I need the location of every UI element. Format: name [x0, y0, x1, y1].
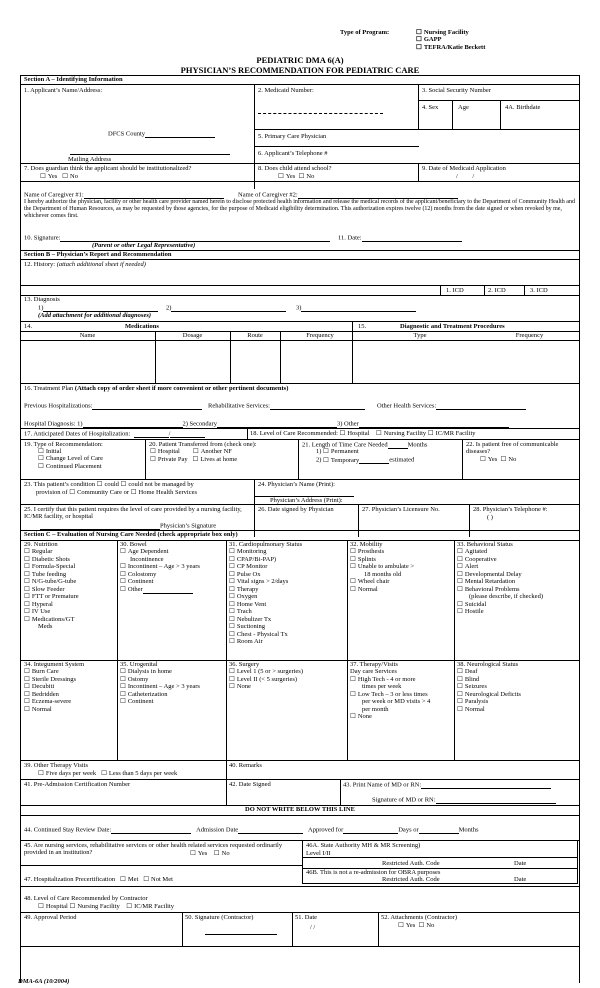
mobility-prosthesis-checkbox[interactable]: ☐ Prosthesis: [350, 548, 414, 555]
loc-icmr-checkbox[interactable]: ☐ IC/MR Facility: [428, 430, 476, 437]
diagnosis-sublabel: (Add attachment for additional diagnoses): [38, 312, 152, 319]
section-a-header: Section A – Identifying Information: [24, 76, 123, 83]
neuro-column: [457, 661, 521, 713]
medications-num: 14.: [24, 323, 33, 330]
length-of-time-label: 21. Length of Time Care Needed Months: [302, 441, 428, 449]
therapy-none-checkbox[interactable]: ☐ None: [350, 713, 430, 720]
nutrition-hyperal-checkbox[interactable]: ☐ Hyperal: [24, 601, 79, 608]
date-label-1: Date: [514, 860, 527, 867]
behavioral-alert-checkbox[interactable]: ☐ Alert: [457, 563, 543, 570]
contractor-loc-options: [38, 903, 174, 910]
bowel-title: 30. Bowel: [120, 541, 147, 548]
applicant-telephone-label: 6. Applicant’s Telephone #: [258, 150, 328, 157]
transfer-label: 20. Patient Transferred from (check one):: [149, 441, 257, 448]
therapy-daycare-label: Day care Services: [350, 668, 397, 676]
physician-name-label: 24. Physician’s Name (Print):: [258, 481, 335, 488]
icd-2-label: 2. ICD: [488, 287, 506, 294]
could-checkbox[interactable]: ☐ could: [97, 481, 119, 488]
birthdate-label: 4A. Birthdate: [505, 104, 541, 111]
cardio-room-air-checkbox[interactable]: ☐ Room Air: [229, 638, 302, 645]
bowel-other-row: [120, 586, 200, 594]
diagnosis-3: 3): [296, 304, 416, 312]
rec-change-checkbox[interactable]: ☐ Change Level of Care: [38, 455, 103, 462]
other-health-services: Other Health Services:: [377, 402, 526, 410]
nutrition-ng-tube-checkbox[interactable]: ☐ N/G-tube/G-tube: [24, 578, 79, 585]
integument-title: 34. Integument System: [24, 661, 85, 668]
neuro-paralysis-checkbox[interactable]: ☐ Paralysis: [457, 698, 521, 705]
continued-stay-row: 44. Continued Stay Review Date: Admission Date Approved for Days or Months: [24, 826, 479, 834]
nutrition-meds-gt-checkbox[interactable]: ☐ Medications/GT: [24, 616, 79, 623]
nutrition-diabetic-checkbox[interactable]: ☐ Diabetic Shots: [24, 556, 79, 563]
behavioral-mr-checkbox[interactable]: ☐ Mental Retardation: [457, 578, 543, 585]
diagnosis-1: 1): [38, 304, 158, 312]
cardio-vital-signs-checkbox[interactable]: ☐ Vital signs > 2/days: [229, 578, 302, 585]
other-therapy-label: 39. Other Therapy Visits: [24, 762, 89, 769]
could-not-checkbox[interactable]: ☐ could not be managed by: [121, 481, 194, 488]
surgery-level2-checkbox[interactable]: ☐ Level II (< 5 surgeries): [229, 676, 303, 683]
mailing-address-label: Mailing Address: [68, 156, 112, 163]
date-label-2: Date: [514, 876, 527, 883]
contractor-hospital-checkbox[interactable]: ☐ Hospital: [38, 903, 68, 910]
cardio-cp-monitor-checkbox[interactable]: ☐ CP Monitor: [229, 563, 302, 570]
rec-continued-checkbox[interactable]: ☐ Continued Placement: [38, 463, 103, 470]
institutionalized-options: [40, 173, 78, 180]
behavioral-hostile-checkbox[interactable]: ☐ Hostile: [457, 608, 543, 615]
med-col-route: Route: [247, 332, 263, 339]
five-days-checkbox[interactable]: ☐ Five days per week: [38, 770, 96, 777]
nutrition-iv-checkbox[interactable]: ☐ IV Use: [24, 608, 79, 615]
recommendation-type-label: 19. Type of Recommendation:: [24, 441, 103, 448]
state-authority-label: 46A. State Authority MH & MR Screening): [306, 842, 421, 849]
age-label: Age: [458, 104, 469, 111]
nutrition-ftt-checkbox[interactable]: ☐ FTT or Premature: [24, 593, 79, 600]
form-title: PEDIATRIC DMA 6(A): [256, 55, 344, 65]
cardio-column: [229, 541, 302, 646]
therapy-low-tech-cont2: per month: [362, 705, 389, 713]
urogenital-incontinent-checkbox[interactable]: ☐ Incontinent – Age > 3 years: [120, 683, 200, 690]
behavioral-describe-cont: (please describe, if checked): [469, 593, 543, 601]
nutrition-formula-checkbox[interactable]: ☐ Formula-Special: [24, 563, 79, 570]
neuro-deaf-checkbox[interactable]: ☐ Deaf: [457, 668, 521, 675]
transfer-row1: [150, 448, 232, 455]
integument-sterile-checkbox[interactable]: ☐ Sterile Dressings: [24, 676, 84, 683]
school-question: 8. Does child attend school?: [258, 165, 332, 172]
institution-no-checkbox[interactable]: ☐ No: [214, 850, 230, 857]
program-options: [416, 29, 485, 51]
certify-text: 25. I certify that this patient requires the level of care provided by a nursing facility, IC/MR facility, or hospital: [24, 506, 242, 521]
readmission-label: 46B. This is not a re-admission for OBRA purposes: [306, 869, 441, 876]
nutrition-slow-feeder-checkbox[interactable]: ☐ Slow Feeder: [24, 586, 79, 593]
med-col-name: Name: [79, 332, 96, 339]
surgery-none-checkbox[interactable]: ☐ None: [229, 683, 303, 690]
restricted-code-label-2: Restricted Auth. Code: [382, 876, 440, 883]
community-care-checkbox[interactable]: ☐ Community Care or: [69, 489, 129, 496]
applicant-name-label: 1. Applicant’s Name/Address:: [24, 87, 103, 94]
program-gapp-checkbox[interactable]: ☐ GAPP: [416, 36, 485, 43]
cardio-monitoring-checkbox[interactable]: ☐ Monitoring: [229, 548, 302, 555]
footer-form-number: DMA-6A (10/2004): [18, 978, 70, 985]
cardio-therapy-checkbox[interactable]: ☐ Therapy: [229, 586, 302, 593]
urogenital-title: 35. Urogenital: [120, 661, 158, 668]
institution-options: [190, 850, 230, 857]
precert-met-checkbox[interactable]: ☐ Met: [120, 876, 138, 883]
bowel-age-dependent-checkbox[interactable]: ☐ Age Dependent: [120, 548, 200, 555]
therapy-low-tech-checkbox[interactable]: ☐ Low Tech – 3 or less times: [350, 691, 430, 698]
physician-signature-label: Physician’s Signature: [40, 522, 216, 530]
school-no-checkbox[interactable]: ☐ No: [299, 173, 315, 180]
mobility-unable-checkbox[interactable]: ☐ Unable to ambulate >: [350, 563, 414, 570]
diag-col-frequency: Frequency: [515, 332, 544, 339]
licensure-label: 27. Physician’s Licensure No.: [362, 506, 440, 513]
dfcs-county-label: DFCS County: [108, 130, 215, 138]
physician-telephone-label: 28. Physician’s Telephone #:: [473, 506, 548, 513]
authorization-text: I hereby authorize the physician, facility or other health care provider named herein to disclose protected health information and release the medical records of the applicant/beneficiary to the Department of Community Health and the Department of Human Resources, as may be requested by those agencies, for the purpose of Medicaid eligibility determination. This authorization expires twelve (12) months from the date signed or when revoked by me, whichever comes first.: [24, 199, 575, 219]
institution-yes-checkbox[interactable]: ☐ Yes: [190, 850, 207, 857]
restricted-code-label-1: Restricted Auth. Code: [382, 860, 440, 867]
precert-row: 47. Hospitalization Precertification ☐ Met ☐ Not Met: [24, 876, 173, 883]
rehabilitative-services: Rehabilitative Services:: [208, 402, 365, 410]
neuro-deficits-checkbox[interactable]: ☐ Neurological Deficits: [457, 691, 521, 698]
nutrition-meds-cont: Meds: [38, 623, 53, 631]
physician-address-label: Physician’s Address (Print):: [270, 497, 343, 504]
bowel-continent-checkbox[interactable]: ☐ Continent: [120, 578, 200, 585]
permanent-checkbox[interactable]: ☐ Permanent: [323, 448, 359, 455]
temporary-checkbox[interactable]: ☐ Temporary: [323, 457, 359, 464]
neuro-normal-checkbox[interactable]: ☐ Normal: [457, 706, 521, 713]
bowel-incontinent-checkbox[interactable]: ☐ Incontinent – Age > 3 years: [120, 563, 200, 570]
cardio-home-vent-checkbox[interactable]: ☐ Home Vent: [229, 601, 302, 608]
surgery-title: 36. Surgery: [229, 661, 260, 668]
contractor-date-label: 51. Date: [295, 914, 318, 921]
diagnosis-label: 13. Diagnosis: [24, 296, 60, 303]
cardio-suctioning-checkbox[interactable]: ☐ Suctioning: [229, 623, 302, 630]
communicable-yes-checkbox[interactable]: ☐ Yes: [480, 456, 497, 463]
urogenital-column: [120, 661, 200, 706]
therapy-column: [350, 661, 430, 721]
medications-header: Medications: [125, 323, 159, 330]
transfer-hospital-checkbox[interactable]: ☐ Hospital: [150, 448, 180, 455]
transfer-another-nf-checkbox[interactable]: ☐ Another NF: [193, 448, 232, 455]
behavioral-problems-checkbox[interactable]: ☐ Behavioral Problems: [457, 586, 543, 593]
date-slashes: / /: [456, 173, 475, 180]
cardio-oxygen-checkbox[interactable]: ☐ Oxygen: [229, 593, 302, 600]
neuro-title: 38. Neurological Status: [457, 661, 519, 668]
attachments-options: [398, 922, 434, 929]
medicaid-number-label: 2. Medicaid Number:: [258, 87, 314, 94]
behavioral-title: 33. Behavioral Status: [457, 541, 513, 548]
contractor-signature-label: 50. Signature (Contractor): [185, 914, 254, 921]
integument-column: [24, 661, 84, 713]
mobility-normal-checkbox[interactable]: ☐ Normal: [350, 586, 414, 593]
home-health-checkbox[interactable]: ☐ Home Health Services: [131, 489, 197, 496]
behavioral-agitated-checkbox[interactable]: ☐ Agitated: [457, 548, 543, 555]
less-five-days-checkbox[interactable]: ☐ Less than 5 days per week: [101, 770, 177, 777]
diagnosis-2: 2): [166, 304, 286, 312]
institution-question: 45. Are nursing services, rehabilitative services or other health related services requested ordinarily provided in an institution?: [24, 842, 283, 857]
loc-hospital-checkbox[interactable]: ☐ Hospital: [340, 430, 370, 437]
neuro-blind-checkbox[interactable]: ☐ Blind: [457, 676, 521, 683]
communicable-options: [480, 456, 516, 463]
therapy-high-tech-checkbox[interactable]: ☐ High Tech - 4 or more: [350, 676, 430, 683]
nutrition-column: [24, 541, 79, 631]
signature-sublabel: (Parent or other Legal Representative): [92, 242, 196, 249]
recommendation-options: [38, 448, 103, 470]
urogenital-ostomy-checkbox[interactable]: ☐ Ostomy: [120, 676, 200, 683]
diag-col-type: Type: [413, 332, 427, 339]
other-therapy-options: [38, 770, 177, 777]
integument-bedridden-checkbox[interactable]: ☐ Bedridden: [24, 691, 84, 698]
institutionalized-question: 7. Does guardian think the applicant should be institutionalized?: [24, 165, 192, 172]
med-col-frequency: Frequency: [306, 332, 334, 339]
neuro-seizures-checkbox[interactable]: ☐ Seizures: [457, 683, 521, 690]
program-tefra-checkbox[interactable]: ☐ TEFRA/Katie Beckett: [416, 44, 485, 51]
mobility-wheelchair-checkbox[interactable]: ☐ Wheel chair: [350, 578, 414, 585]
contractor-icmr-checkbox[interactable]: ☐ IC/MR Facility: [126, 903, 174, 910]
loc-nursing-facility-checkbox[interactable]: ☐ Nursing Facility: [376, 430, 426, 437]
cardio-chest-pt-checkbox[interactable]: ☐ Chest - Physical Tx: [229, 631, 302, 638]
integument-eczema-checkbox[interactable]: ☐ Eczema-severe: [24, 698, 84, 705]
transfer-private-pay-checkbox[interactable]: ☐ Private Pay: [150, 456, 188, 463]
transfer-lives-home-checkbox[interactable]: ☐ Lives at home: [193, 456, 238, 463]
urogenital-catheter-checkbox[interactable]: ☐ Catheterization: [120, 691, 200, 698]
bowel-colostomy-checkbox[interactable]: ☐ Colostomy: [120, 571, 200, 578]
attachments-no-checkbox[interactable]: ☐ No: [419, 922, 435, 929]
behavioral-suicidal-checkbox[interactable]: ☐ Suicidal: [457, 601, 543, 608]
previous-hospitalizations: Previous Hospitalizations:: [24, 402, 202, 410]
signature-label: 10. Signature:: [24, 234, 330, 242]
icd-3-label: 3. ICD: [530, 287, 548, 294]
therapy-low-tech-cont: per week or MD visits > 4: [362, 698, 431, 706]
surgery-column: [229, 661, 303, 691]
nutrition-title: 29. Nutrition: [24, 541, 58, 548]
cardio-pulse-ox-checkbox[interactable]: ☐ Pulse Ox: [229, 571, 302, 578]
bowel-incontinence-cont: Incontinence: [130, 555, 164, 563]
mobility-column: [350, 541, 414, 593]
behavioral-cooperative-checkbox[interactable]: ☐ Cooperative: [457, 556, 543, 563]
mobility-months-cont: 18 months old: [364, 570, 402, 578]
communicable-no-checkbox[interactable]: ☐ No: [501, 456, 517, 463]
cardio-nebulizer-checkbox[interactable]: ☐ Nebulizer Tx: [229, 616, 302, 623]
urogenital-dialysis-checkbox[interactable]: ☐ Dialysis in home: [120, 668, 200, 675]
diagnostic-num: 15.: [358, 323, 367, 330]
approval-period-label: 49. Approval Period: [24, 914, 77, 921]
icd-1-label: 1. ICD: [446, 287, 464, 294]
do-not-write-header: DO NOT WRITE BELOW THIS LINE: [245, 806, 355, 813]
section-c-header: Section C – Evaluation of Nursing Care Needed (check appropriate box only): [24, 531, 238, 538]
print-name-md-label: 43. Print Name of MD or RN:: [343, 781, 551, 789]
form-subtitle: PHYSICIAN’S RECOMMENDATION FOR PEDIATRIC CARE: [180, 65, 420, 75]
rec-initial-checkbox[interactable]: ☐ Initial: [38, 448, 103, 455]
diagnostic-header: Diagnostic and Treatment Procedures: [400, 323, 505, 330]
level-of-care-row: 18. Level of Care Recommended: ☐ Hospital ☐ Nursing Facility ☐ IC/MR Facility: [250, 430, 476, 437]
attachments-yes-checkbox[interactable]: ☐ Yes: [398, 922, 415, 929]
institutionalized-no-checkbox[interactable]: ☐ No: [62, 173, 78, 180]
contractor-loc-label: 48. Level of Care Recommended by Contractor: [24, 895, 148, 902]
med-col-dosage: Dosage: [182, 332, 203, 339]
section-b-header: Section B – Physician’s Report and Recommendation: [24, 251, 172, 258]
transfer-row2: [150, 456, 237, 463]
communicable-question: 22. Is patient free of communicable diseases?: [466, 441, 559, 456]
nutrition-tube-checkbox[interactable]: ☐ Tube feeding: [24, 571, 79, 578]
permanent-option: 1) ☐ Permanent: [316, 448, 359, 455]
hospital-diagnosis: Hospital Diagnosis: 1) 2) Secondary 3) Other: [24, 420, 509, 428]
contractor-date-slashes: / /: [310, 924, 316, 931]
mobility-title: 32. Mobility: [350, 541, 383, 548]
attachments-label: 52. Attachments (Contractor): [381, 914, 457, 921]
contractor-nf-checkbox[interactable]: ☐ Nursing Facility: [69, 903, 119, 910]
program-label: Type of Program:: [340, 29, 390, 36]
mobility-splints-checkbox[interactable]: ☐ Splints: [350, 556, 414, 563]
ssn-label: 3. Social Security Number: [422, 87, 491, 94]
program-nursing-facility-checkbox[interactable]: ☐ Nursing Facility: [416, 29, 485, 36]
behavioral-dev-delay-checkbox[interactable]: ☐ Developmental Delay: [457, 571, 543, 578]
date-signed-label: 42. Date Signed: [229, 781, 271, 788]
condition-label: 23. This patient’s condition ☐ could ☐ could not be managed by: [24, 481, 194, 488]
anticipated-dates-label: 17. Anticipated Dates of Hospitalization: /: [24, 430, 205, 438]
institutionalized-yes-checkbox[interactable]: ☐ Yes: [40, 173, 57, 180]
cardio-trach-checkbox[interactable]: ☐ Trach: [229, 608, 302, 615]
therapy-title: 37. Therapy/Visits: [350, 661, 398, 668]
phone-parens: ( ): [487, 514, 493, 521]
bowel-other-checkbox[interactable]: ☐ Other: [120, 586, 143, 593]
medicaid-application-date-label: 9. Date of Medicaid Application: [422, 165, 506, 172]
level-label: Level I/II: [306, 850, 331, 857]
cardio-cpap-checkbox[interactable]: ☐ CPAP/Bi-PAP): [229, 556, 302, 563]
signature-md-label: Signature of MD or RN:: [372, 796, 556, 804]
caregiver-2-label: Name of Caregiver #2:: [238, 191, 458, 199]
surgery-level1-checkbox[interactable]: ☐ Level 1 (5 or > surgeries): [229, 668, 303, 675]
preadmission-label: 41. Pre-Admission Certification Number: [24, 781, 131, 788]
behavioral-column: [457, 541, 543, 616]
integument-decubiti-checkbox[interactable]: ☐ Decubiti: [24, 683, 84, 690]
cardio-title: 31. Cardiopulmonary Status: [229, 541, 303, 548]
urogenital-continent-checkbox[interactable]: ☐ Continent: [120, 698, 200, 705]
temporary-option: 2) ☐ Temporary estimated: [316, 456, 414, 464]
primary-care-physician-label: 5. Primary Care Physician: [258, 133, 327, 140]
treatment-plan-label: 16. Treatment Plan (Attach copy of order sheet if more convenient or other pertinent documents): [24, 385, 289, 392]
school-options: [278, 173, 314, 180]
precert-not-met-checkbox[interactable]: ☐ Not Met: [143, 876, 173, 883]
therapy-high-tech-cont: times per week: [362, 683, 402, 691]
integument-normal-checkbox[interactable]: ☐ Normal: [24, 706, 84, 713]
school-yes-checkbox[interactable]: ☐ Yes: [278, 173, 295, 180]
remarks-label: 40. Remarks: [229, 762, 262, 769]
caregiver-1-label: Name of Caregiver #1:: [24, 191, 224, 199]
sex-label: 4. Sex: [422, 104, 439, 111]
bowel-column: [120, 541, 200, 594]
date-signed-physician-label: 26. Date signed by Physician: [258, 506, 334, 513]
history-label: 12. History: (attach additional sheet if needed): [24, 261, 146, 268]
nutrition-regular-checkbox[interactable]: ☐ Regular: [24, 548, 79, 555]
integument-burn-checkbox[interactable]: ☐ Burn Care: [24, 668, 84, 675]
date-label: 11. Date:: [338, 234, 462, 242]
condition-provision: provision of ☐ Community Care or ☐ Home Health Services: [36, 489, 197, 496]
